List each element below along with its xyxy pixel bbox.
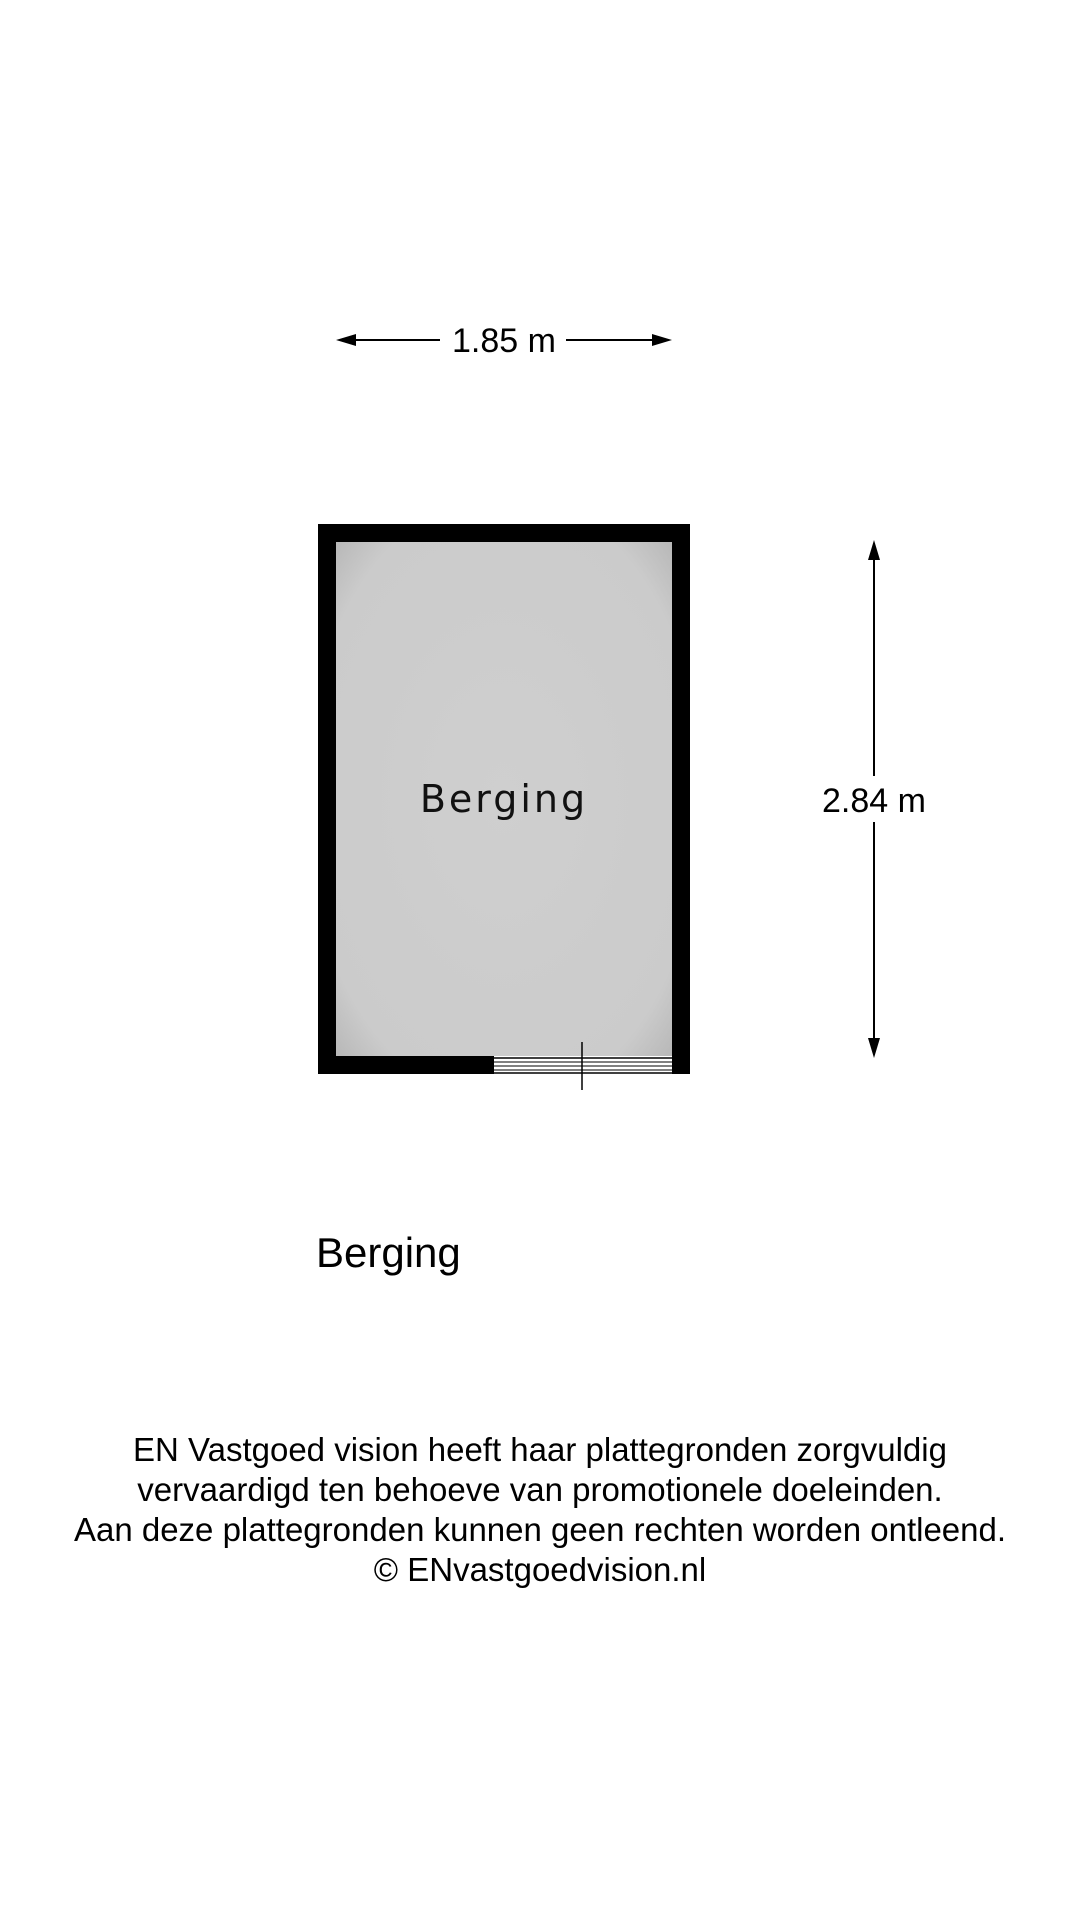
height-arrow-down-icon [868, 1038, 880, 1058]
width-dimension [336, 322, 672, 360]
room-berging [318, 524, 690, 1090]
disclaimer-line-2: vervaardigd ten behoeve van promotionele doeleinden. [137, 1471, 943, 1508]
disclaimer-line-4: © ENvastgoedvision.nl [373, 1551, 707, 1588]
wall-right [672, 524, 690, 1074]
plan-title: Berging [316, 1229, 461, 1276]
wall-top [318, 524, 690, 542]
disclaimer-line-3: Aan deze plattegronden kunnen geen rechten worden ontleend. [73, 1511, 1007, 1548]
width-dimension-label: 1.85 m [452, 322, 556, 360]
width-arrow-left-icon [336, 334, 356, 346]
height-dimension [822, 540, 926, 1058]
height-dimension-label: 2.84 m [822, 782, 926, 820]
disclaimer [0, 1430, 1080, 1590]
height-arrow-up-icon [868, 540, 880, 560]
wall-bottom-left [318, 1056, 494, 1074]
wall-left [318, 524, 336, 1074]
room-label: Berging [419, 777, 589, 821]
width-arrow-right-icon [652, 334, 672, 346]
disclaimer-line-1: EN Vastgoed vision heeft haar plattegronden zorgvuldig [133, 1431, 947, 1468]
